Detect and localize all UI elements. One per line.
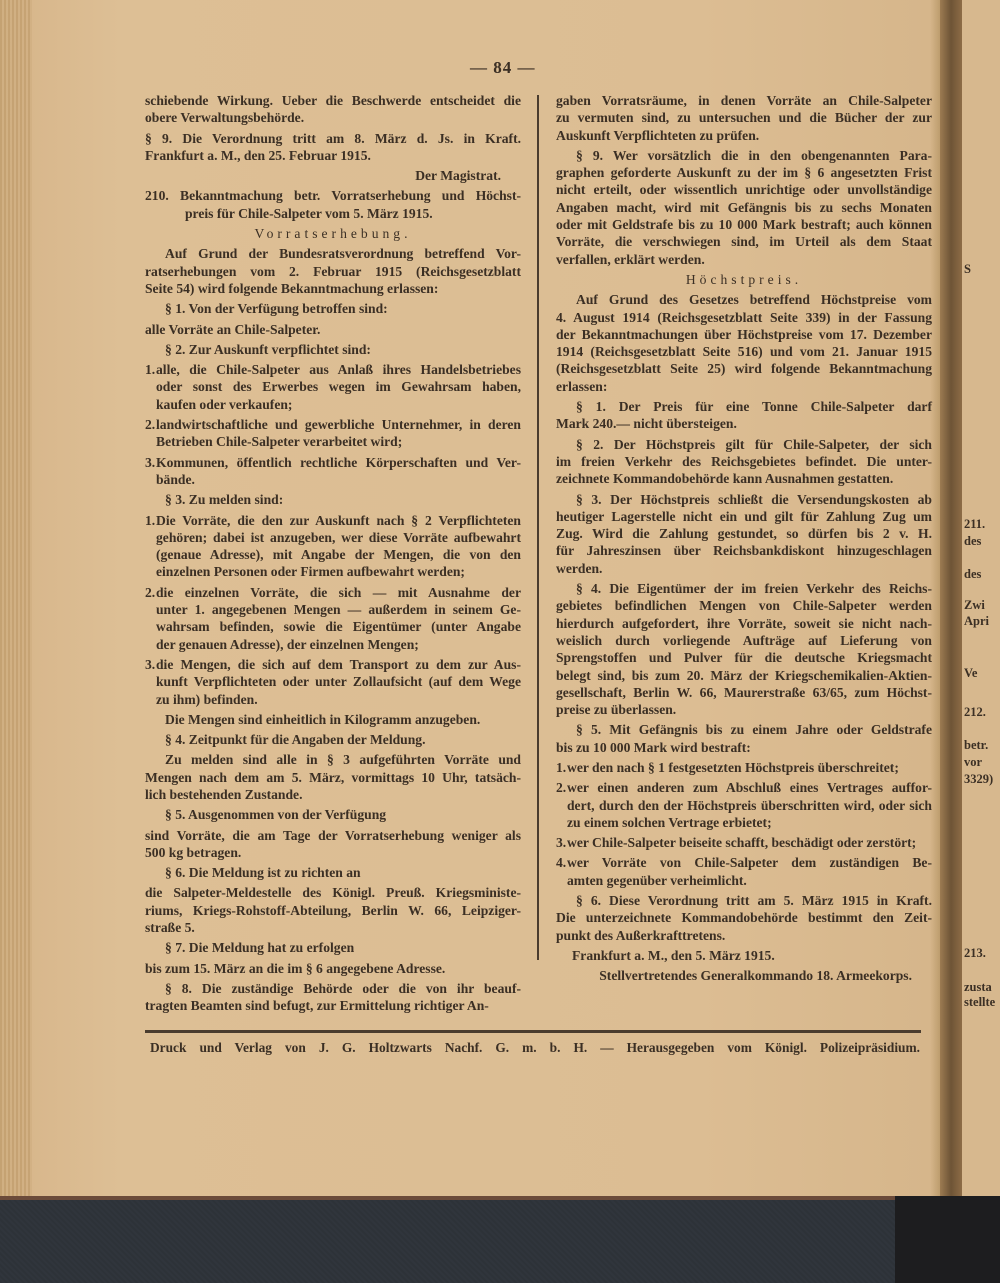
fragment-text: stellte — [964, 995, 996, 1009]
text-line: Seite 54) wird folgende Bekanntmachung erlassen: — [145, 280, 439, 296]
text-line: § 6. Diese Verordnung tritt am 5. März 1915 in Kraft. — [576, 893, 932, 909]
text-line: 210. Bekanntmachung betr. Vorratserhebung und Höchst- — [145, 188, 521, 204]
text-line: der genauen Adresse), der einzelnen Mengen; — [156, 636, 419, 652]
text-line: schiebende Wirkung. Ueber die Beschwerde entscheidet die — [145, 93, 521, 108]
fragment-text: betr. — [964, 738, 989, 752]
item-number: 2. — [145, 417, 156, 433]
item-number: 3. — [556, 835, 567, 851]
text-line: Die Mengen sind einheitlich in Kilogramm anzugeben. — [165, 711, 481, 727]
text-line: § 4. Zeitpunkt für die Angaben der Meldung. — [165, 732, 426, 748]
paragraph — [145, 300, 521, 317]
text-line: gesellschaft, Berlin W. 66, Maurerstraße 63/65, zum Höchst- — [556, 684, 932, 700]
text-line: Vorratserhebung. — [254, 226, 412, 242]
item-number: 1. — [145, 512, 156, 528]
text-line: § 2. Der Höchstpreis gilt für Chile-Salpeter, der sich — [576, 436, 932, 452]
text-line: kunft Verpflichteten oder unter Zollaufsicht (auf dem Wege — [156, 674, 521, 690]
left-column — [145, 92, 521, 1018]
paragraph — [556, 291, 932, 395]
text-line: tragten Beamten sind befugt, zur Ermittelung richtiger An- — [145, 998, 489, 1014]
text-line: Frankfurt a. M., den 25. Februar 1915. — [145, 147, 371, 163]
text-line: Angaben macht, wird mit Gefängnis bis zu sechs Monaten — [556, 199, 932, 215]
item-number: 3. — [145, 656, 156, 672]
fragment-text: Ve — [964, 666, 978, 680]
list-item — [556, 854, 932, 889]
text-line: Höchstpreis. — [685, 271, 803, 287]
list-item — [556, 779, 932, 831]
book-cover — [0, 1196, 895, 1283]
text-line: lich bestehenden Zustande. — [145, 786, 303, 802]
text-line: bis zum 15. März an die im § 6 angegebene Adresse. — [145, 960, 446, 976]
text-line: weislich durch vorliegende Aufträge auf Lieferung von — [556, 632, 932, 648]
text-line: Betrieben Chile-Salpeter verarbeitet wird; — [156, 434, 403, 450]
text-line: die Salpeter-Meldestelle des Königl. Preuß. Kriegsministe- — [145, 885, 521, 901]
text-line: § 5. Mit Gefängnis bis zu einem Jahre oder Geldstrafe — [576, 722, 932, 738]
text-line: riums, Kriegs-Rohstoff-Abteilung, Berlin W. 66, Leipziger- — [145, 902, 521, 918]
text-line: bände. — [156, 471, 195, 487]
text-line: zeichnete Kommandobehörde kann Ausnahmen gestatten. — [556, 471, 894, 487]
text-line: hierdurch aufgefordert, ihre Vorräte, soweit sie nicht nach- — [556, 615, 932, 631]
fragment-text: S — [964, 262, 971, 276]
text-line: für Jahreszinsen über Reichsbankdiskont hinzugeschlagen — [556, 543, 932, 559]
fragment-text: des — [964, 534, 982, 548]
text-line: 1914 (Reichsgesetzblatt Seite 516) und vom 21. Januar 1915 — [556, 344, 932, 360]
text-line: im freien Verkehr des Reichsgebietes befindet. Die unter- — [556, 453, 932, 469]
text-line: Mark 240.— nicht übersteigen. — [556, 416, 737, 432]
list-item — [145, 416, 521, 451]
text-line: Zug. Wird die Zahlung gestundet, so dürfen bis 2 v. H. — [556, 526, 932, 542]
paragraph — [145, 980, 521, 1015]
paragraph — [145, 864, 521, 881]
text-line: § 7. Die Meldung hat zu erfolgen — [165, 940, 355, 956]
text-line: amten gegenüber verheimlicht. — [567, 872, 747, 888]
item-text — [567, 759, 932, 776]
text-line: § 3. Der Höchstpreis schließt die Versendungskosten ab — [576, 491, 932, 507]
text-line: werden. — [556, 560, 603, 576]
item-number: 3. — [145, 454, 156, 470]
text-line: zu einem solchen Vertrage erbietet; — [567, 814, 772, 830]
text-line: Kommunen, öffentlich rechtliche Körperschaften und Ver- — [156, 454, 521, 470]
text-line: ratserhebungen vom 2. Februar 1915 (Reichsgesetzblatt — [145, 263, 521, 279]
paragraph — [145, 711, 521, 728]
paragraph — [556, 967, 932, 984]
text-line: Die Vorräte, die den zur Auskunft nach § 2 Verpflichteten — [156, 512, 521, 528]
text-line: straße 5. — [145, 920, 195, 936]
paragraph — [145, 751, 521, 803]
text-line: § 3. Zu melden sind: — [165, 492, 284, 508]
text-line: bis zu 10 000 Mark wird bestraft: — [556, 739, 751, 755]
text-line: Auskunft Verpflichteten zu prüfen. — [556, 127, 760, 143]
item-number: 4. — [556, 855, 567, 871]
text-line: § 4. Die Eigentümer der im freien Verkehr des Reichs- — [576, 581, 932, 597]
text-line: einzelnen Personen oder Firmen aufbewahrt werden; — [156, 564, 465, 580]
paragraph — [145, 92, 521, 127]
text-line: Auf Grund des Gesetzes betreffend Höchstpreise vom — [576, 292, 932, 308]
item-text — [156, 512, 521, 581]
text-line: preise zu überlassen. — [556, 702, 677, 718]
text-line: zu vermuten sind, zu untersuchen und die Bücher der zur — [556, 110, 932, 126]
text-line: graphen geforderte Auskunft zu der im § 6 angesetzten Frist — [556, 165, 932, 181]
fragment-text: des — [964, 567, 982, 581]
text-line: § 9. Die Verordnung tritt am 8. März d. Js. in Kraft. — [145, 130, 521, 146]
fragment-text: vor — [964, 755, 983, 769]
text-line: Sprengstoffen und Pulver für die deutsche Kriegsmacht — [556, 650, 932, 666]
paragraph — [556, 721, 932, 756]
text-line: wer den nach § 1 festgesetzten Höchstpreis überschreitet; — [567, 759, 899, 775]
text-line: alle, die Chile-Salpeter aus Anlaß ihres Handelsbetriebes — [156, 362, 521, 378]
list-item — [145, 584, 521, 653]
list-item — [145, 656, 521, 708]
fragment-text: Zwi — [964, 598, 985, 612]
paragraph — [556, 398, 932, 433]
item-text — [156, 584, 521, 653]
paragraph — [556, 92, 932, 144]
item-text — [156, 656, 521, 708]
subheading — [145, 225, 521, 242]
text-line: § 1. Von der Verfügung betroffen sind: — [165, 301, 388, 317]
text-line: landwirtschaftliche und gewerbliche Unternehmer, in deren — [156, 417, 521, 433]
paragraph — [145, 491, 521, 508]
column-divider — [537, 95, 539, 960]
text-line: gaben Vorratsräume, in denen Vorräte an Chile-Salpeter — [556, 93, 932, 108]
text-line: nicht erteilt, oder wissentlich unrichtige oder unvollständige — [556, 182, 932, 198]
list-item — [556, 759, 932, 776]
text-line: wer Vorräte von Chile-Salpeter dem zuständigen Be- — [567, 855, 932, 871]
text-line: Mengen nach dem am 5. März, vormittags 10 Uhr, tatsäch- — [145, 769, 521, 785]
subheading — [556, 271, 932, 288]
text-line: zu ihm) befinden. — [156, 691, 258, 707]
text-line: heutiger Lagerstelle nicht ein und gilt für Zahlung Zug um — [556, 508, 932, 524]
paragraph — [145, 245, 521, 297]
item-text — [156, 361, 521, 413]
text-line: obere Verwaltungsbehörde. — [145, 110, 305, 126]
paragraph — [145, 341, 521, 358]
paragraph — [556, 491, 932, 577]
text-line: 4. August 1914 (Reichsgesetzblatt Seite 339) in der Fassung — [556, 309, 932, 325]
item-text — [567, 779, 932, 831]
text-line: § 8. Die zuständige Behörde oder die von ihr beauf- — [165, 980, 521, 996]
fragment-text: zusta — [964, 980, 992, 994]
item-number: 2. — [556, 780, 567, 796]
item-number: 1. — [145, 362, 156, 378]
text-line: Auf Grund der Bundesratsverordnung betreffend Vor- — [165, 246, 521, 262]
imprint-footer: Druck und Verlag von J. G. Holtzwarts Nachf. G. m. b. H. — Herausgegeben vom Königl. Polizeipräsidium. — [150, 1040, 920, 1055]
paragraph — [556, 580, 932, 718]
text-line: 500 kg betragen. — [145, 844, 242, 860]
text-line: punkt des Außerkrafttretens. — [556, 927, 726, 943]
item-text — [156, 416, 521, 451]
paragraph — [556, 892, 932, 944]
paragraph — [145, 960, 521, 977]
right-column — [556, 92, 932, 988]
text-line: kaufen oder verkaufen; — [156, 396, 293, 412]
fragment-text: Apri — [964, 614, 989, 628]
text-line: Die unterzeichnete Kommandobehörde bestimmt den Zeit- — [556, 910, 932, 926]
fragment-text: 3329) — [964, 772, 994, 786]
text-line: alle Vorräte an Chile-Salpeter. — [145, 321, 321, 337]
footer-rule — [145, 1030, 921, 1033]
paragraph — [145, 806, 521, 823]
text-line: § 5. Ausgenommen von der Verfügung — [165, 807, 387, 823]
paragraph — [556, 436, 932, 488]
text-line: die einzelnen Vorräte, die sich — mit Ausnahme der — [156, 584, 521, 600]
text-line: der Bekanntmachungen über Höchstpreise vom 17. Dezember — [556, 326, 932, 342]
paragraph — [145, 884, 521, 936]
text-line: wer einen anderen zum Abschluß eines Vertrages auffor- — [567, 780, 932, 796]
list-item — [556, 834, 932, 851]
text-line: preis für Chile-Salpeter vom 5. März 1915. — [185, 205, 433, 221]
page-number: — 84 — — [470, 58, 536, 77]
text-line: gebietes befindlichen Mengen von Chile-Salpeter werden — [556, 598, 932, 614]
text-line: sind Vorräte, die am Tage der Vorratserhebung weniger als — [145, 827, 521, 843]
item-text — [567, 854, 932, 889]
text-line: unter 1. angegebenen Mengen — außerdem in seinem Ge- — [156, 602, 521, 618]
text-line: § 2. Zur Auskunft verpflichtet sind: — [165, 341, 371, 357]
fragment-text: 212. — [964, 705, 986, 719]
book-gutter — [940, 0, 962, 1196]
fragment-text: 213. — [964, 946, 986, 960]
item-text — [567, 834, 932, 851]
text-line: erlassen: — [556, 378, 608, 394]
text-line: (genaue Adresse), mit Angabe der Mengen, die von den — [156, 547, 521, 563]
text-line: die Mengen, die sich auf dem Transport zu dem zur Aus- — [156, 656, 521, 672]
text-line: wahrsam befinden, sowie die Eigentümer (unter Angabe — [156, 619, 521, 635]
adjacent-page-fragment — [962, 0, 1000, 1196]
text-line: Frankfurt a. M., den 5. März 1915. — [572, 947, 775, 963]
text-line: oder mit Geldstrafe bis zu 10 000 Mark bestraft; auch können — [556, 217, 932, 233]
list-item — [145, 454, 521, 489]
item-number: 1. — [556, 759, 567, 775]
item-text — [156, 454, 521, 489]
text-line: dert, durch den der Höchstpreis überschritten wird, oder sich — [567, 797, 932, 813]
text-line: gehören; dabei ist anzugeben, wer diese Vorräte aufbewahrt — [156, 529, 521, 545]
text-line: oder sonst des Erwerbes wegen im Gewahrsam haben, — [156, 379, 521, 395]
text-line: belegt sind, bis zum 20. März der Kriegschemikalien-Aktien- — [556, 667, 932, 683]
paragraph — [556, 947, 932, 964]
text-line: Stellvertretendes Generalkommando 18. Armeekorps. — [599, 968, 912, 984]
paragraph — [145, 731, 521, 748]
text-line: Vorräte, die verschwiegen sind, im Urteil als dem Staat — [556, 234, 932, 250]
paragraph — [556, 147, 932, 268]
text-line: verfallen, erklärt werden. — [556, 251, 705, 267]
item-number: 2. — [145, 584, 156, 600]
paragraph — [145, 321, 521, 338]
list-item — [145, 361, 521, 413]
fragment-text: 211. — [964, 517, 986, 531]
text-line: § 9. Wer vorsätzlich die in den obengenannten Para- — [576, 147, 932, 163]
text-line: § 6. Die Meldung ist zu richten an — [165, 865, 361, 881]
paragraph — [145, 130, 521, 165]
paragraph — [145, 939, 521, 956]
list-item — [145, 512, 521, 581]
section-heading — [145, 187, 521, 222]
paragraph — [145, 167, 521, 184]
text-line: (Reichsgesetzblatt Seite 25) wird folgende Bekanntmachung — [556, 361, 932, 377]
text-line: Zu melden sind alle in § 3 aufgeführten Vorräte und — [165, 752, 521, 768]
page-edges — [0, 0, 32, 1200]
text-line: § 1. Der Preis für eine Tonne Chile-Salpeter darf — [576, 399, 932, 415]
paragraph — [145, 827, 521, 862]
text-line: Der Magistrat. — [415, 168, 501, 184]
text-line: wer Chile-Salpeter beiseite schafft, beschädigt oder zerstört; — [567, 835, 917, 851]
